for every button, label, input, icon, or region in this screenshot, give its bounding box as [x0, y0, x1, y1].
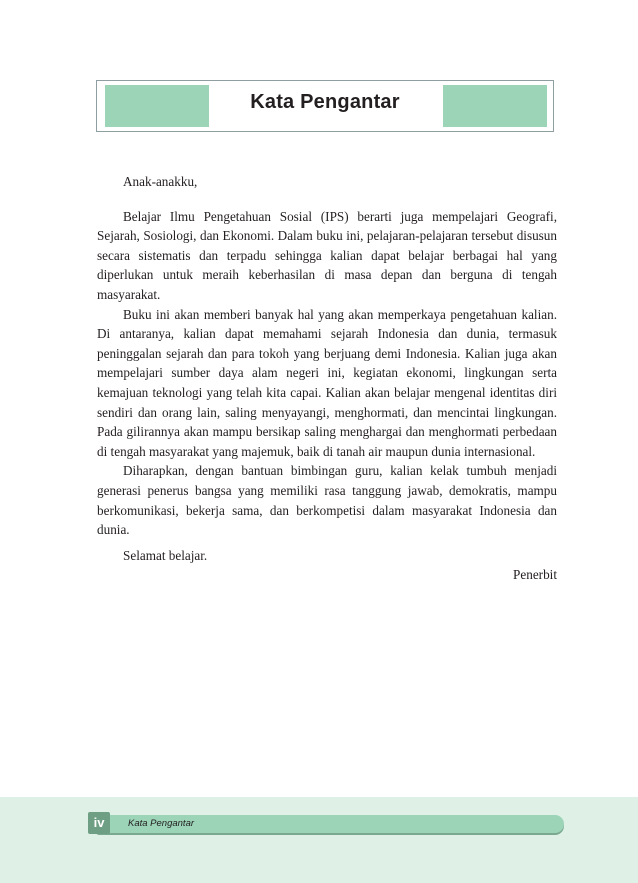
publisher-signature: Penerbit [513, 567, 557, 583]
page-number: iv [88, 812, 110, 834]
paragraph-2: Buku ini akan memberi banyak hal yang akan memperkaya pengetahuan kalian. Di antaranya, kalian dapat memahami sejarah Indonesia dan dunia, termasuk peninggalan sejarah dan para tokoh yang berjuang demi Indonesia. Kalian juga akan mempelajari sumber daya alam negeri ini, kegiatan ekonomi, lingkungan serta kemajuan teknologi yang telah kita capai. Kalian akan belajar mengenal identitas diri sendiri dan orang lain, saling menyayangi, menghormati, dan mencintai lingkungan. Pada gilirannya akan mampu bersikap saling menghargai dan menghormati perbedaan di tengah masyarakat yang majemuk, baik di tanah air maupun dunia internasional. [97, 306, 557, 459]
paragraph-1: Belajar Ilmu Pengetahuan Sosial (IPS) berarti juga mempelajari Geografi, Sejarah, Sosiologi, dan Ekonomi. Dalam buku ini, pelajaran-pelajaran tersebut disusun secara sistematis dan terpadu sehingga kalian dapat belajar berbagai hal yang diperlukan untuk meraih keberhasilan di masa depan dan berguna di tengah masyarakat. [97, 208, 557, 302]
footer-band [0, 797, 638, 883]
page-title: Kata Pengantar [250, 91, 400, 113]
preface-body [97, 172, 557, 585]
title-banner [96, 80, 554, 132]
footer-section-label: Kata Pengantar [128, 818, 195, 829]
salutation: Anak-anakku, [123, 174, 198, 189]
paragraph-3: Diharapkan, dengan bantuan bimbingan guru, kalian kelak tumbuh menjadi generasi penerus bangsa yang memiliki rasa tanggung jawab, demokratis, mampu berkomunikasi, bekerja sama, dan berkompetisi dalam masyarakat Indonesia dan dunia. [97, 463, 557, 538]
closing-line: Selamat belajar. [123, 547, 208, 563]
